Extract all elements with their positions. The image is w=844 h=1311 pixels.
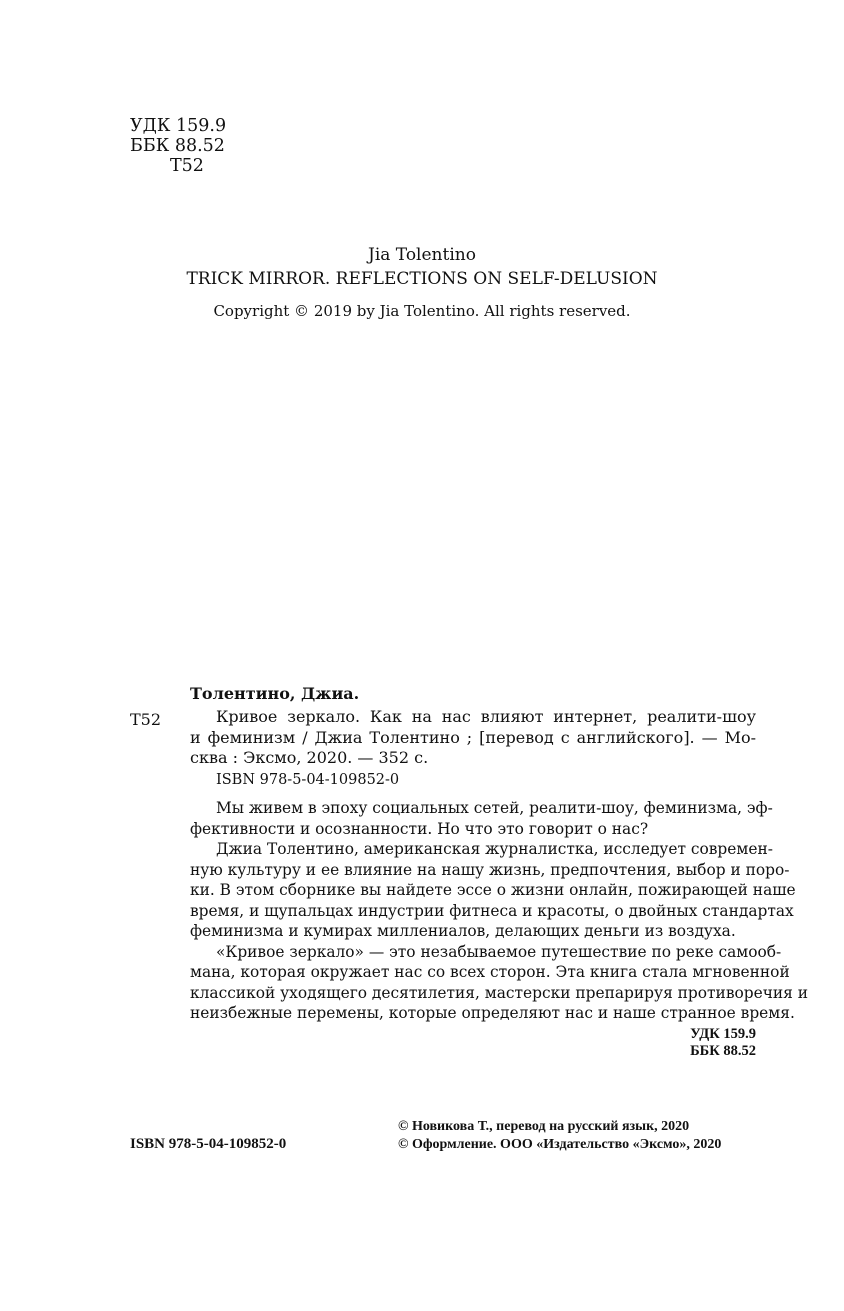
author-mark: Т52 (170, 156, 204, 176)
entry-line: сква : Эксмо, 2020. — 352 с. (190, 748, 429, 767)
annotation-line: классикой уходящего десятилетия, мастерски препарируя противоречия и (190, 983, 809, 1002)
classification-block (130, 116, 226, 176)
original-author: Jia Tolentino (368, 245, 476, 265)
entry-isbn: ISBN 978-5-04-109852-0 (216, 772, 400, 788)
entry-line: и феминизм / Джиа Толентино ; [перевод с английского]. — Мо- (190, 727, 756, 747)
bbk-code: ББК 88.52 (130, 136, 225, 156)
annotation-line: «Кривое зеркало» — это незабываемое путешествие по реке самооб- (216, 942, 782, 961)
annotation (190, 798, 809, 1024)
udk-code-right: УДК 159.9 (690, 1026, 756, 1042)
bbk-code-right: ББК 88.52 (690, 1043, 756, 1059)
entry-author-mark: Т52 (130, 710, 162, 729)
classification-right (690, 1026, 756, 1060)
entry-heading: Толентино, Джиа. (190, 684, 360, 703)
footer-copyrights (398, 1118, 721, 1154)
annotation-line: ную культуру и ее влияние на нашу жизнь, предпочтения, выбор и поро- (190, 860, 790, 879)
entry-description (190, 707, 756, 769)
udk-code: УДК 159.9 (130, 116, 227, 136)
original-title: TRICK MIRROR. REFLECTIONS ON SELF-DELUSION (186, 269, 658, 289)
annotation-line: мана, которая окружает нас со всех сторон. Эта книга стала мгновенной (190, 963, 790, 981)
copyright-translation: © Новикова Т., перевод на русский язык, 2020 (398, 1119, 690, 1134)
annotation-line: феминизма и кумирах миллениалов, делающих деньги из воздуха. (190, 922, 736, 940)
annotation-line: Мы живем в эпоху социальных сетей, реалити-шоу, феминизма, эф- (216, 799, 773, 817)
annotation-line: время, и щупальцах индустрии фитнеса и красоты, о двойных стандартах (190, 901, 794, 920)
original-copyright: Copyright © 2019 by Jia Tolentino. All rights reserved. (213, 302, 631, 320)
footer-isbn: ISBN 978-5-04-109852-0 (130, 1136, 287, 1152)
annotation-line: неизбежные перемены, которые определяют нас и наше странное время. (190, 1004, 795, 1022)
copyright-design: © Оформление. ООО «Издательство «Эксмо», 2020 (398, 1137, 722, 1152)
entry-line: Кривое зеркало. Как на нас влияют интернет, реалити-шоу (216, 707, 756, 726)
annotation-line: ки. В этом сборнике вы найдете эссе о жизни онлайн, пожирающей наше (190, 881, 796, 899)
annotation-line: Джиа Толентино, американская журналистка, исследует современ- (216, 840, 773, 858)
annotation-line: фективности и осознанности. Но что это говорит о нас? (190, 819, 649, 838)
